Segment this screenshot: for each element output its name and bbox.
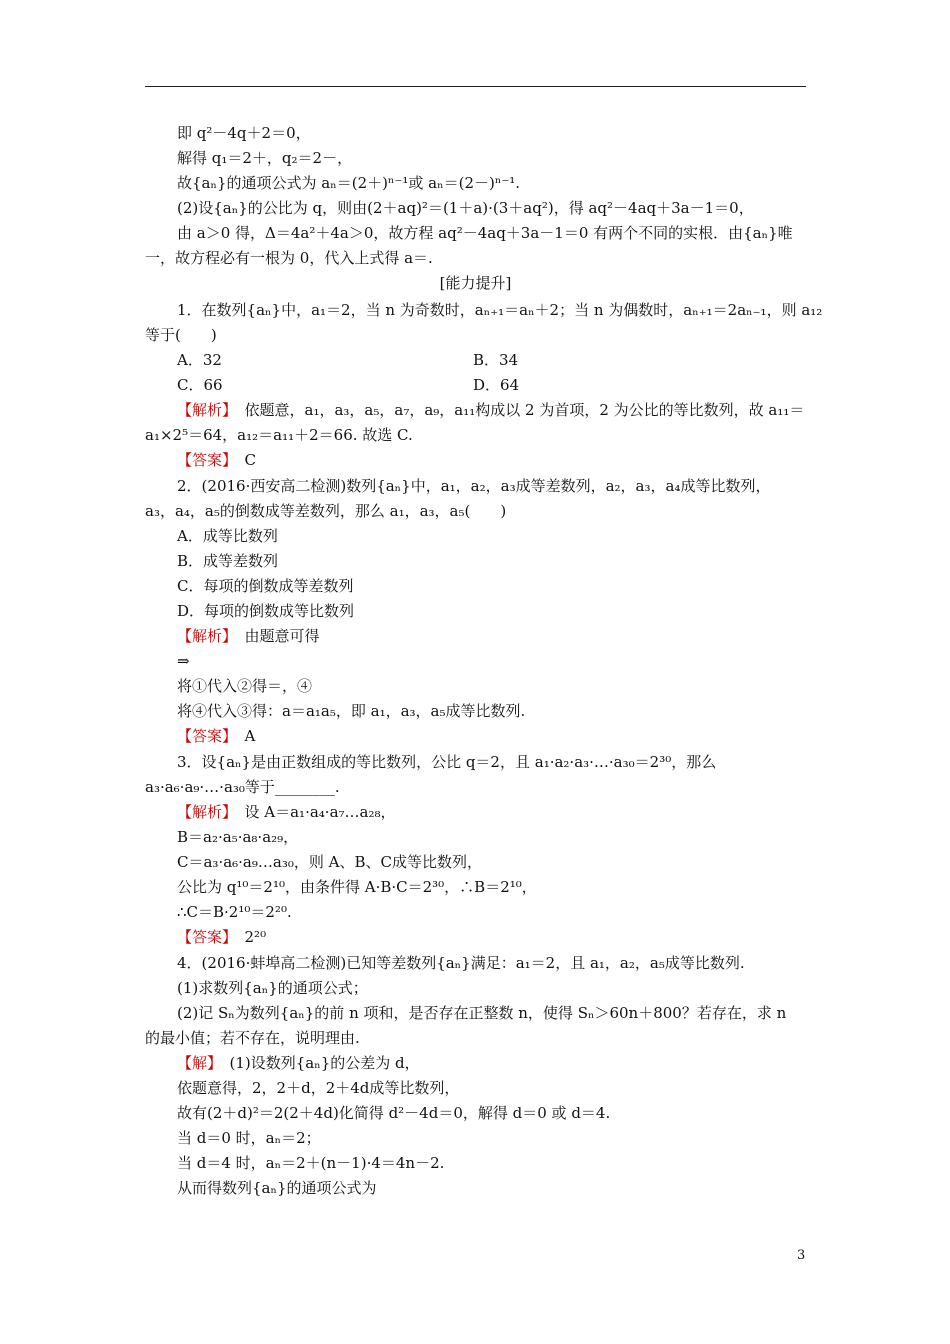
page-number: 3 (797, 1248, 806, 1263)
answer-tag: 【答案】 (177, 451, 230, 469)
text-line: 将①代入②得＝，④ (177, 677, 313, 695)
question-1: 1．在数列{aₙ}中，a₁＝2，当 n 为奇数时，aₙ₊₁＝aₙ＋2；当 n 为偶数时，aₙ₊₁＝2aₙ₋₁，则 a₁₂ (177, 301, 823, 319)
analysis-text: 设 A＝a₁·a₄·a₇…a₂₈， (229, 803, 396, 821)
option-c: C．每项的倒数成等差数列 (177, 577, 354, 595)
text-line: C＝a₃·a₆·a₉…a₃₀，则 A、B、C成等比数列， (177, 853, 482, 871)
text-line: 故有(2＋d)²＝2(2＋4d)化简得 d²－4d＝0，解得 d＝0 或 d＝4. (177, 1104, 611, 1122)
answer-text: A (229, 727, 256, 745)
text-line: 故{aₙ}的通项公式为 aₙ＝(2＋)ⁿ⁻¹或 aₙ＝(2－)ⁿ⁻¹. (177, 174, 521, 192)
text-line: a₃·a₆·a₉·…·a₃₀等于________. (145, 778, 340, 796)
text-line: 等于( ) (145, 326, 217, 344)
option-a: A．成等比数列 (177, 527, 278, 545)
option-d: D．每项的倒数成等比数列 (177, 602, 355, 620)
solution-line (177, 1053, 420, 1073)
text-line: (1)求数列{aₙ}的通项公式； (177, 979, 368, 997)
header-rule (145, 86, 806, 87)
question-2: 2．(2016·西安高二检测)数列{aₙ}中，a₁，a₂，a₃成等差数列，a₂，a₃，a₄成等比数列， (177, 477, 771, 495)
text-line: B＝a₂·a₅·a₈·a₂₉， (177, 828, 299, 846)
answer-tag: 【答案】 (177, 928, 230, 946)
text-line: 即 q²－4q＋2＝0， (177, 124, 311, 142)
question-4: 4．(2016·蚌埠高二检测)已知等差数列{aₙ}满足：a₁＝2，且 a₁，a₂，a₅成等比数列. (177, 954, 745, 972)
text-line: 由 a＞0 得，Δ＝4a²＋4a＞0，故方程 aq²－4aq＋3a－1＝0 有两个不同的实根．由{aₙ}唯 (177, 224, 793, 242)
section-heading: [能力提升] (439, 274, 512, 292)
option-b: B．成等差数列 (177, 552, 279, 570)
answer-line (177, 450, 256, 470)
analysis-tag: 【解析】 (177, 401, 230, 419)
analysis-line (177, 400, 804, 420)
text-line: a₃，a₄，a₅的倒数成等差数列，那么 a₁，a₃，a₅( ) (145, 502, 507, 520)
answer-tag: 【答案】 (177, 727, 230, 745)
analysis-text: 依题意，a₁，a₃，a₅，a₇，a₉，a₁₁构成以 2 为首项，2 为公比的等比数列，故 a₁₁＝ (229, 401, 805, 419)
analysis-tag: 【解析】 (177, 627, 230, 645)
analysis-tag: 【解析】 (177, 803, 230, 821)
text-line: 解得 q₁＝2＋，q₂＝2－， (177, 149, 353, 167)
text-line: 将④代入③得：a＝a₁a₅，即 a₁，a₃，a₅成等比数列. (177, 702, 526, 720)
question-3: 3．设{aₙ}是由正数组成的等比数列，公比 q＝2，且 a₁·a₂·a₃·…·a₃₀＝2³⁰，那么 (177, 753, 717, 771)
text-line: (2)记 Sₙ为数列{aₙ}的前 n 项和，是否存在正整数 n，使得 Sₙ＞60n＋800？若存在，求 n (177, 1004, 787, 1022)
analysis-line (177, 802, 396, 822)
answer-text: C (229, 451, 256, 469)
option-d: D．64 (473, 376, 520, 394)
text-line: 一，故方程必有一根为 0，代入上式得 a＝. (145, 249, 433, 267)
answer-line (177, 927, 266, 947)
analysis-text: 由题意可得 (229, 627, 320, 645)
solution-text: (1)设数列{aₙ}的公差为 d， (214, 1054, 420, 1072)
analysis-line (177, 626, 320, 646)
answer-text: 2²⁰ (229, 928, 267, 946)
text-line: 公比为 q¹⁰＝2¹⁰，由条件得 A·B·C＝2³⁰，∴B＝2¹⁰， (177, 878, 537, 896)
text-line: 当 d＝4 时，aₙ＝2＋(n－1)·4＝4n－2. (177, 1154, 445, 1172)
text-line: 从而得数列{aₙ}的通项公式为 (177, 1179, 377, 1197)
answer-line (177, 726, 255, 746)
text-line: ⇒ (177, 652, 190, 670)
text-line: 依题意得，2，2＋d，2＋4d成等比数列， (177, 1079, 460, 1097)
option-c: C．66 (177, 376, 223, 394)
text-line: 的最小值；若不存在，说明理由. (145, 1029, 360, 1047)
text-line: a₁×2⁵＝64，a₁₂＝a₁₁＋2＝66. 故选 C. (145, 426, 413, 444)
solution-tag: 【解】 (177, 1054, 215, 1072)
option-a: A．32 (177, 351, 222, 369)
option-b: B．34 (473, 351, 519, 369)
text-line: 当 d＝0 时，aₙ＝2； (177, 1129, 321, 1147)
text-line: ∴C＝B·2¹⁰＝2²⁰. (177, 903, 292, 921)
text-line: (2)设{aₙ}的公比为 q，则由(2＋aq)²＝(1＋a)·(3＋aq²)，得 aq²－4aq＋3a－1＝0， (177, 199, 754, 217)
